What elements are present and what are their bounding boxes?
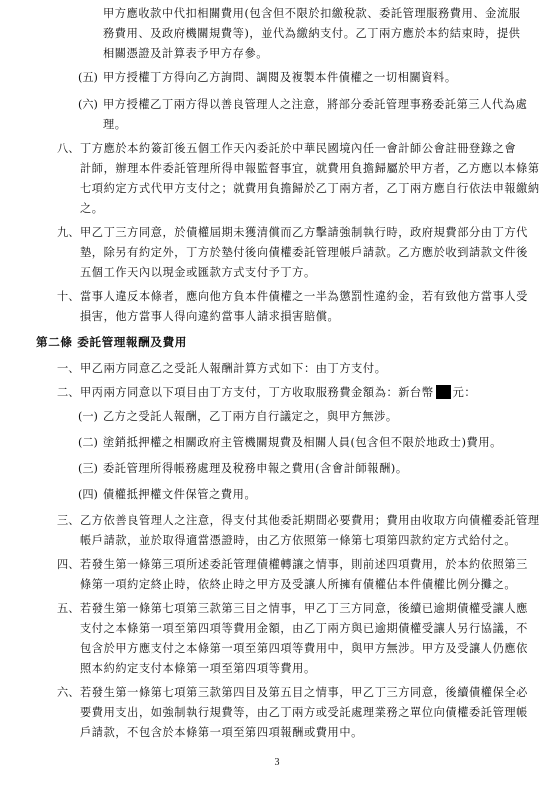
section-label: 十、: [57, 290, 80, 303]
section-label: 四、: [57, 558, 80, 571]
section-text: 當事人違反本條者，應向他方負本件債權之一半為懲罰性違約金，若有致他方當事人受: [80, 290, 528, 303]
item-text: 債權抵押權文件保管之費用。: [103, 488, 257, 501]
section-label: 八、: [57, 142, 80, 155]
page-number: 3: [274, 757, 280, 768]
item-label: (五): [78, 71, 98, 84]
section-text: 損害，他方當事人得向違約當事人請求損害賠償。: [80, 310, 340, 323]
section-text: 支付之本條第一項至第四項等費用金額，由乙丁兩方與已逾期債權受讓人另行協議，不: [80, 622, 528, 635]
section-text: 甲乙丁三方同意，於債權屆期未獲清償而乙方擊請強制執行時，政府規費部分由丁方代: [80, 226, 528, 239]
section-text: 甲乙兩方同意乙之受託人報酬計算方式如下：由丁方支付。: [80, 362, 387, 375]
section-text: 五個工作天內以現金或匯款方式支付予丁方。: [80, 266, 316, 279]
item-label: (一): [78, 410, 98, 423]
section-text: 計師，辦理本件委託管理所得申報監督事宜，就費用負擔歸屬於甲方者，乙方應以本條第: [80, 162, 540, 175]
paragraph-line: 相關憑證及計算表予甲方存參。: [103, 47, 269, 60]
section-text: [80, 385, 476, 401]
paragraph-line: 甲方應收款中代扣相關費用(包含但不限於扣繳稅款、委託管理服務費用、金流服: [103, 7, 521, 20]
redaction-block: [436, 385, 451, 399]
section-text: 若發生第一條第七項第三款第三目之情事，甲乙丁三方同意，後續已逾期債權受讓人應: [80, 602, 528, 615]
item-label: (二): [78, 436, 98, 449]
section-text: 要費用支出，如強制執行規費等，由乙丁兩方或受託處理業務之單位向債權委託管理帳: [80, 706, 528, 719]
item-text: 甲方授權乙丁兩方得以善良管理人之注意，將部分委託管理事務委託第三人代為處: [103, 98, 528, 111]
item-label: (六): [78, 98, 98, 111]
fee-text-after: 元：: [452, 386, 477, 399]
section-label: 五、: [57, 602, 80, 615]
section-label: 六、: [57, 686, 80, 699]
section-label: 一、: [57, 362, 80, 375]
item-text: 委託管理所得帳務處理及稅務申報之費用(含會計師報酬)。: [103, 462, 408, 475]
section-text: 丁方應於本約簽訂後五個工作天內委託於中華民國境內任一會計師公會註冊登錄之會: [80, 142, 517, 155]
section-label: 二、: [57, 386, 80, 399]
item-text: 理。: [103, 118, 127, 131]
item-text: 乙方之受託人報酬，乙丁兩方自行議定之，與甲方無涉。: [103, 410, 398, 423]
section-label: 九、: [57, 226, 80, 239]
item-text: 甲方授權丁方得向乙方詢問、調閱及複製本件債權之一切相關資料。: [103, 71, 457, 84]
section-text: 照本約約定支付本條第一項至第四項等費用。: [80, 662, 316, 675]
item-label: (四): [78, 488, 98, 501]
fee-text-before: 甲丙兩方同意以下項目由丁方支付，丁方收取服務費金額為：新台幣: [80, 386, 434, 399]
paragraph-line: 務費用、及政府機關規費等)，並代為繳納支付。乙丁兩方應於本約結束時，提供: [103, 27, 521, 40]
section-text: 之。: [80, 202, 104, 215]
section-text: 乙方依善良管理人之注意，得支付其他委託期間必要費用；費用由收取方向債權委託管理: [80, 514, 540, 527]
section-text: 若發生第一條第七項第三款第四目及第五目之情事，甲乙丁三方同意，後續債權保全必: [80, 686, 528, 699]
section-text: 條第一項約定終止時，依終止時之甲方及受讓人所擁有債權佔本件債權比例分攤之。: [80, 578, 517, 591]
item-label: (三): [78, 462, 98, 475]
section-text: 包含於甲方應支付之本條第一項至第四項等費用中，與甲方無涉。甲方及受讓人仍應依: [80, 642, 528, 655]
section-text: 七項約定方式代甲方支付之；就費用負擔歸於乙丁兩方者，乙丁兩方應自行依法申報繳納: [80, 182, 540, 195]
section-text: 墊，除另有約定外，丁方於墊付後向債權委託管理帳戶請款。乙方應於收到請款文件後: [80, 246, 528, 259]
article-heading: 第二條 委託管理報酬及費用: [36, 335, 187, 349]
item-text: 塗銷抵押權之相關政府主管機關規費及相關人員(包含但不限於地政士)費用。: [103, 436, 502, 449]
section-label: 三、: [57, 514, 80, 527]
section-text: 戶請款，不包含於本條第一項至第四項報酬或費用中。: [80, 726, 363, 739]
section-text: 帳戶請款，並於取得適當憑證時，由乙方依照第一條第七項第四款約定方式給付之。: [80, 534, 517, 547]
section-text: 若發生第一條第三項所述委託管理債權轉讓之情事，則前述四項費用，於本約依照第三: [80, 558, 528, 571]
